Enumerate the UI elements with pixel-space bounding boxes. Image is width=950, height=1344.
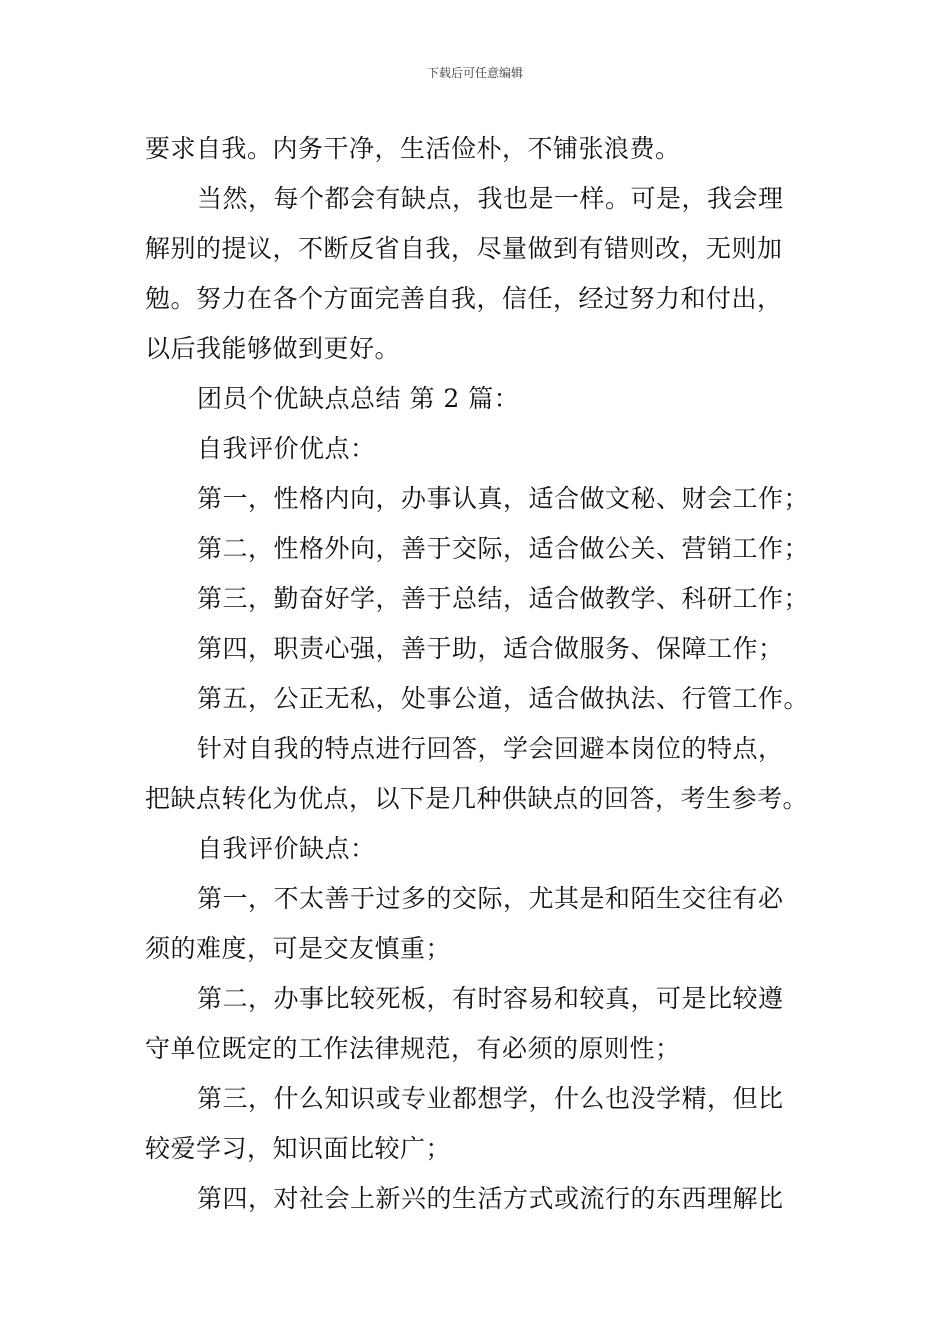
weakness-item-2-cont: 守单位既定的工作法律规范，有必须的原则性； <box>145 1034 681 1063</box>
weakness-item-4: 第四，对社会上新兴的生活方式或流行的东西理解比 <box>197 1184 784 1213</box>
strength-item-2: 第二，性格外向，善于交际，适合做公关、营销工作； <box>197 534 810 563</box>
text-line-4: 勉。努力在各个方面完善自我，信任，经过努力和付出， <box>145 284 783 313</box>
weakness-item-2: 第二，办事比较死板，有时容易和较真，可是比较遵 <box>197 984 784 1013</box>
subheading-weaknesses: 自我评价缺点： <box>197 834 376 863</box>
strength-item-4: 第四，职责心强，善于助，适合做服务、保障工作； <box>197 634 784 663</box>
text-line-14: 把缺点转化为优点，以下是几种供缺点的回答，考生参考。 <box>145 784 809 813</box>
weakness-item-1-cont: 须的难度，可是交友慎重； <box>145 934 452 963</box>
text-line-2: 当然，每个都会有缺点，我也是一样。可是，我会理 <box>197 184 784 213</box>
strength-item-1: 第一，性格内向，办事认真，适合做文秘、财会工作； <box>197 484 810 513</box>
weakness-item-1: 第一，不太善于过多的交际，尤其是和陌生交往有必 <box>197 884 784 913</box>
subheading-strengths: 自我评价优点： <box>197 434 376 463</box>
text-line-3: 解别的提议，不断反省自我，尽量做到有错则改，无则加 <box>145 234 783 263</box>
strength-item-3: 第三，勤奋好学，善于总结，适合做教学、科研工作； <box>197 584 810 613</box>
text-line-5: 以后我能够做到更好。 <box>145 334 401 363</box>
text-line-13: 针对自我的特点进行回答，学会回避本岗位的特点， <box>197 734 784 763</box>
page-header: 下载后可任意编辑 <box>426 66 523 80</box>
text-line-1: 要求自我。内务干净，生活俭朴，不铺张浪费。 <box>145 134 681 163</box>
weakness-item-3-cont: 较爱学习，知识面比较广； <box>145 1134 452 1163</box>
weakness-item-3: 第三，什么知识或专业都想学，什么也没学精，但比 <box>197 1084 784 1113</box>
strength-item-5: 第五，公正无私，处事公道，适合做执法、行管工作。 <box>197 684 810 713</box>
section-title: 团员个优缺点总结 第 2 篇： <box>197 384 520 413</box>
